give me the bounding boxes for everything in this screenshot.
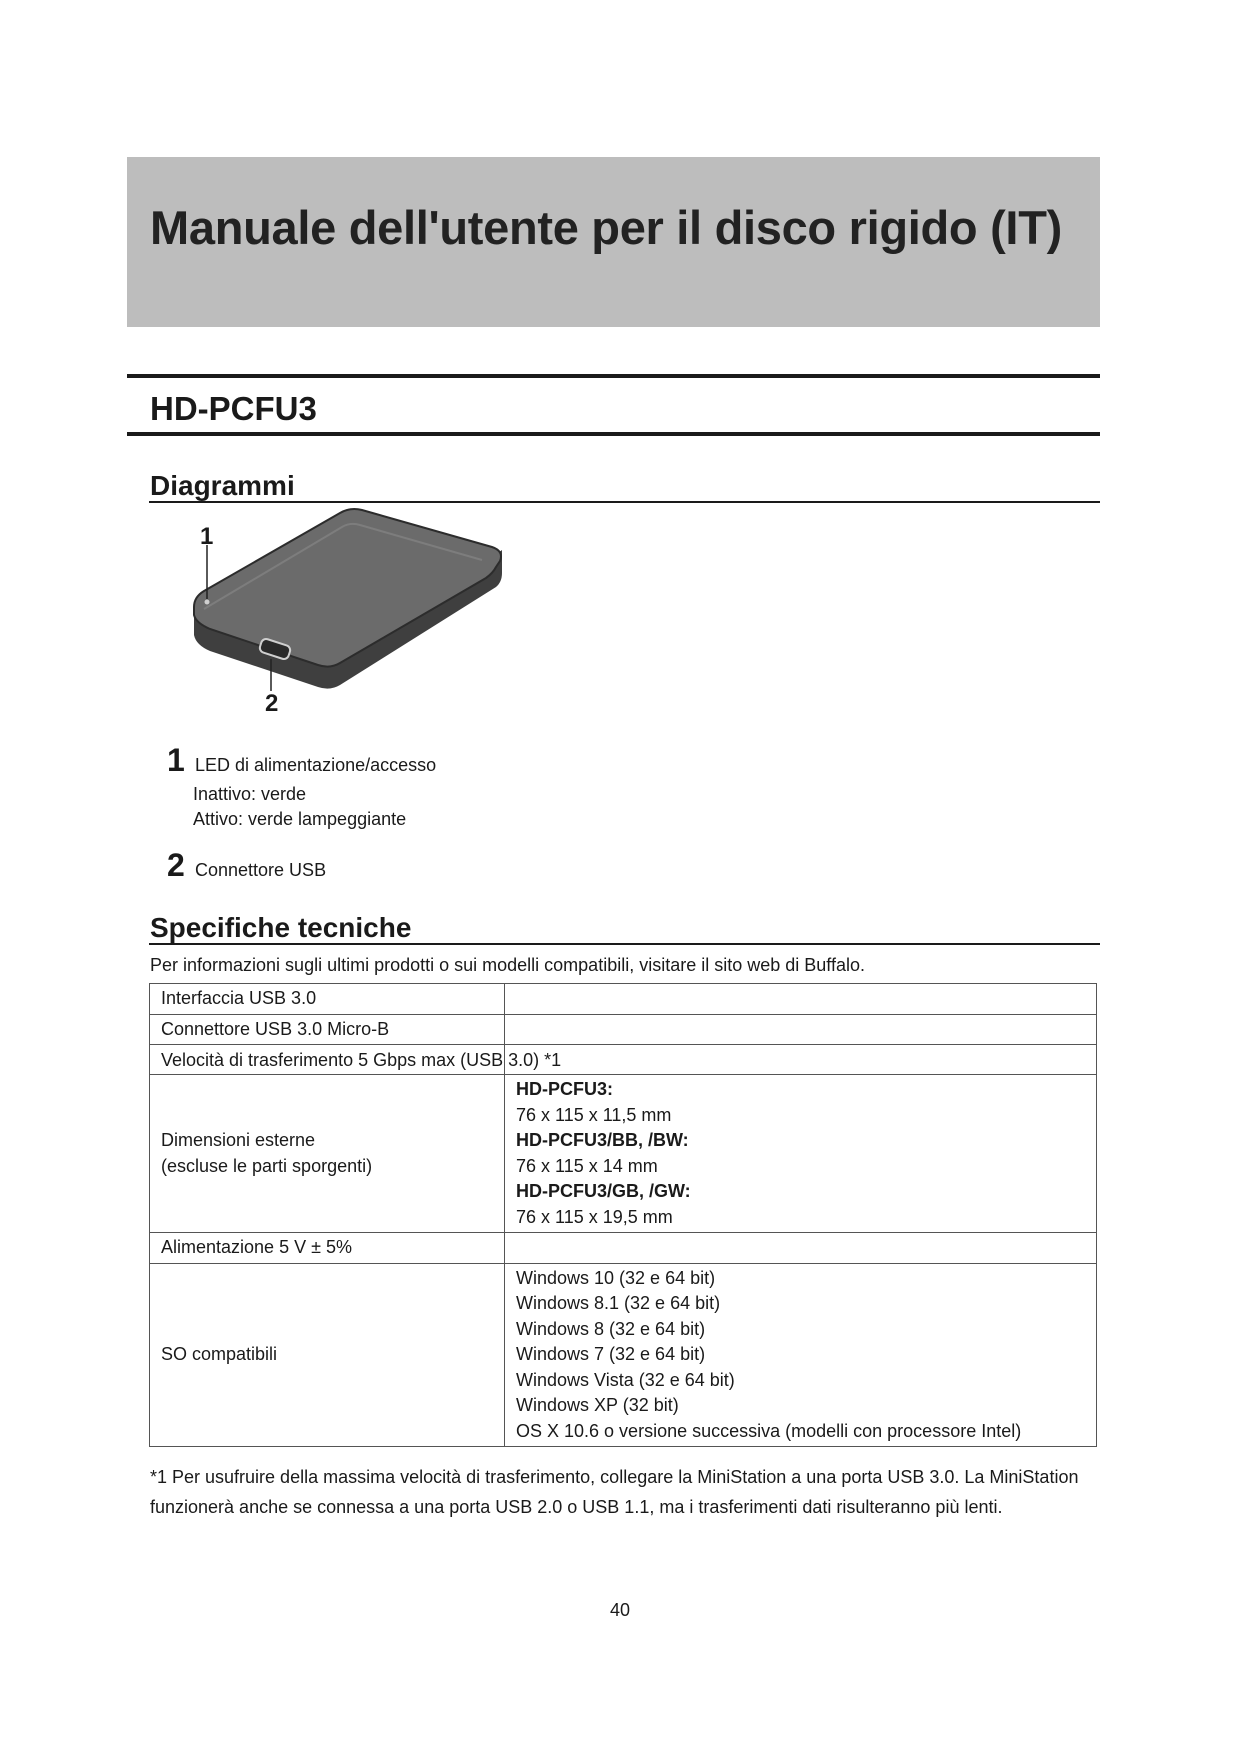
table-row: [150, 984, 1097, 1015]
empty-cell: [505, 1045, 1097, 1075]
os-item: Windows Vista (32 e 64 bit): [516, 1369, 735, 1390]
spec-dimensions-values: [505, 1075, 1097, 1233]
dimension-size: 76 x 115 x 19,5 mm: [516, 1206, 673, 1227]
table-row: [150, 1075, 1097, 1233]
spec-speed: Velocità di trasferimento 5 Gbps max (USB 3.0) *1: [161, 1050, 562, 1070]
dimensions-label-note: (escluse le parti sporgenti): [161, 1155, 373, 1176]
empty-cell: [505, 984, 1097, 1015]
legend-detail-active: Attivo: verde lampeggiante: [193, 809, 407, 829]
dimensions-label-line: Dimensioni esterne: [161, 1130, 316, 1150]
empty-cell: [505, 1014, 1097, 1045]
os-item: Windows 8.1 (32 e 64 bit): [516, 1293, 721, 1313]
spec-os-label: SO compatibili: [150, 1263, 505, 1447]
dimension-size: 76 x 115 x 11,5 mm: [516, 1104, 672, 1125]
empty-cell: [505, 1233, 1097, 1264]
specs-heading-rule: [149, 943, 1100, 945]
legend-number-2: 2: [167, 847, 185, 883]
dimension-model: HD-PCFU3/GB, /GW:: [516, 1181, 691, 1201]
dimension-size: 76 x 115 x 14 mm: [516, 1155, 658, 1176]
dimension-model: HD-PCFU3/BB, /BW:: [516, 1130, 689, 1150]
spec-speed-cell: [150, 1045, 562, 1075]
footnote: [150, 1462, 1100, 1522]
callout-number-1: 1: [200, 523, 214, 550]
page-number: 40: [610, 1600, 631, 1620]
section-heading-specs: Specifiche tecniche: [150, 912, 412, 943]
led-indicator: [205, 600, 210, 605]
legend-detail-inactive: Inattivo: verde: [193, 784, 307, 804]
hard-drive-illustration: [190, 505, 510, 695]
dimension-model: HD-PCFU3:: [516, 1079, 613, 1099]
model-bottom-rule: [127, 432, 1100, 436]
table-row: [150, 1045, 1097, 1075]
legend-label-1: LED di alimentazione/accesso: [195, 755, 437, 775]
os-item: Windows XP (32 bit): [516, 1395, 679, 1415]
spec-interface: Interfaccia USB 3.0: [150, 984, 505, 1015]
diagrams-heading-rule: [149, 501, 1100, 503]
footnote-line: funzionerà anche se connessa a una porta USB 2.0 o USB 1.1, ma i trasferimenti dati risulteranno più lenti.: [150, 1497, 1003, 1517]
table-row: [150, 1014, 1097, 1045]
table-row: [150, 1233, 1097, 1264]
table-row: [150, 1263, 1097, 1447]
os-item: Windows 8 (32 e 64 bit): [516, 1318, 706, 1339]
os-item: OS X 10.6 o versione successiva (modelli con processore Intel): [516, 1420, 1022, 1441]
legend-number-1: 1: [167, 742, 185, 778]
spec-power: Alimentazione 5 V ± 5%: [150, 1233, 505, 1264]
legend-label-2: Connettore USB: [195, 860, 327, 880]
os-item: Windows 7 (32 e 64 bit): [516, 1344, 706, 1364]
document-title: Manuale dell'utente per il disco rigido (IT): [150, 201, 1062, 254]
callout-number-2: 2: [265, 690, 279, 717]
spec-dimensions-label: [150, 1075, 505, 1233]
spec-connector: Connettore USB 3.0 Micro-B: [150, 1014, 505, 1045]
spec-table: [149, 983, 1097, 1447]
model-title: HD-PCFU3: [150, 390, 317, 427]
spec-os-values: [505, 1263, 1097, 1447]
specs-intro: Per informazioni sugli ultimi prodotti o sui modelli compatibili, visitare il sito web di Buffalo.: [150, 955, 865, 975]
footnote-line: *1 Per usufruire della massima velocità di trasferimento, collegare la MiniStation a una porta USB 3.0. La MiniStation: [150, 1467, 1079, 1487]
section-heading-diagrams: Diagrammi: [150, 470, 295, 501]
model-top-rule: [127, 374, 1100, 378]
os-item: Windows 10 (32 e 64 bit): [516, 1267, 716, 1288]
